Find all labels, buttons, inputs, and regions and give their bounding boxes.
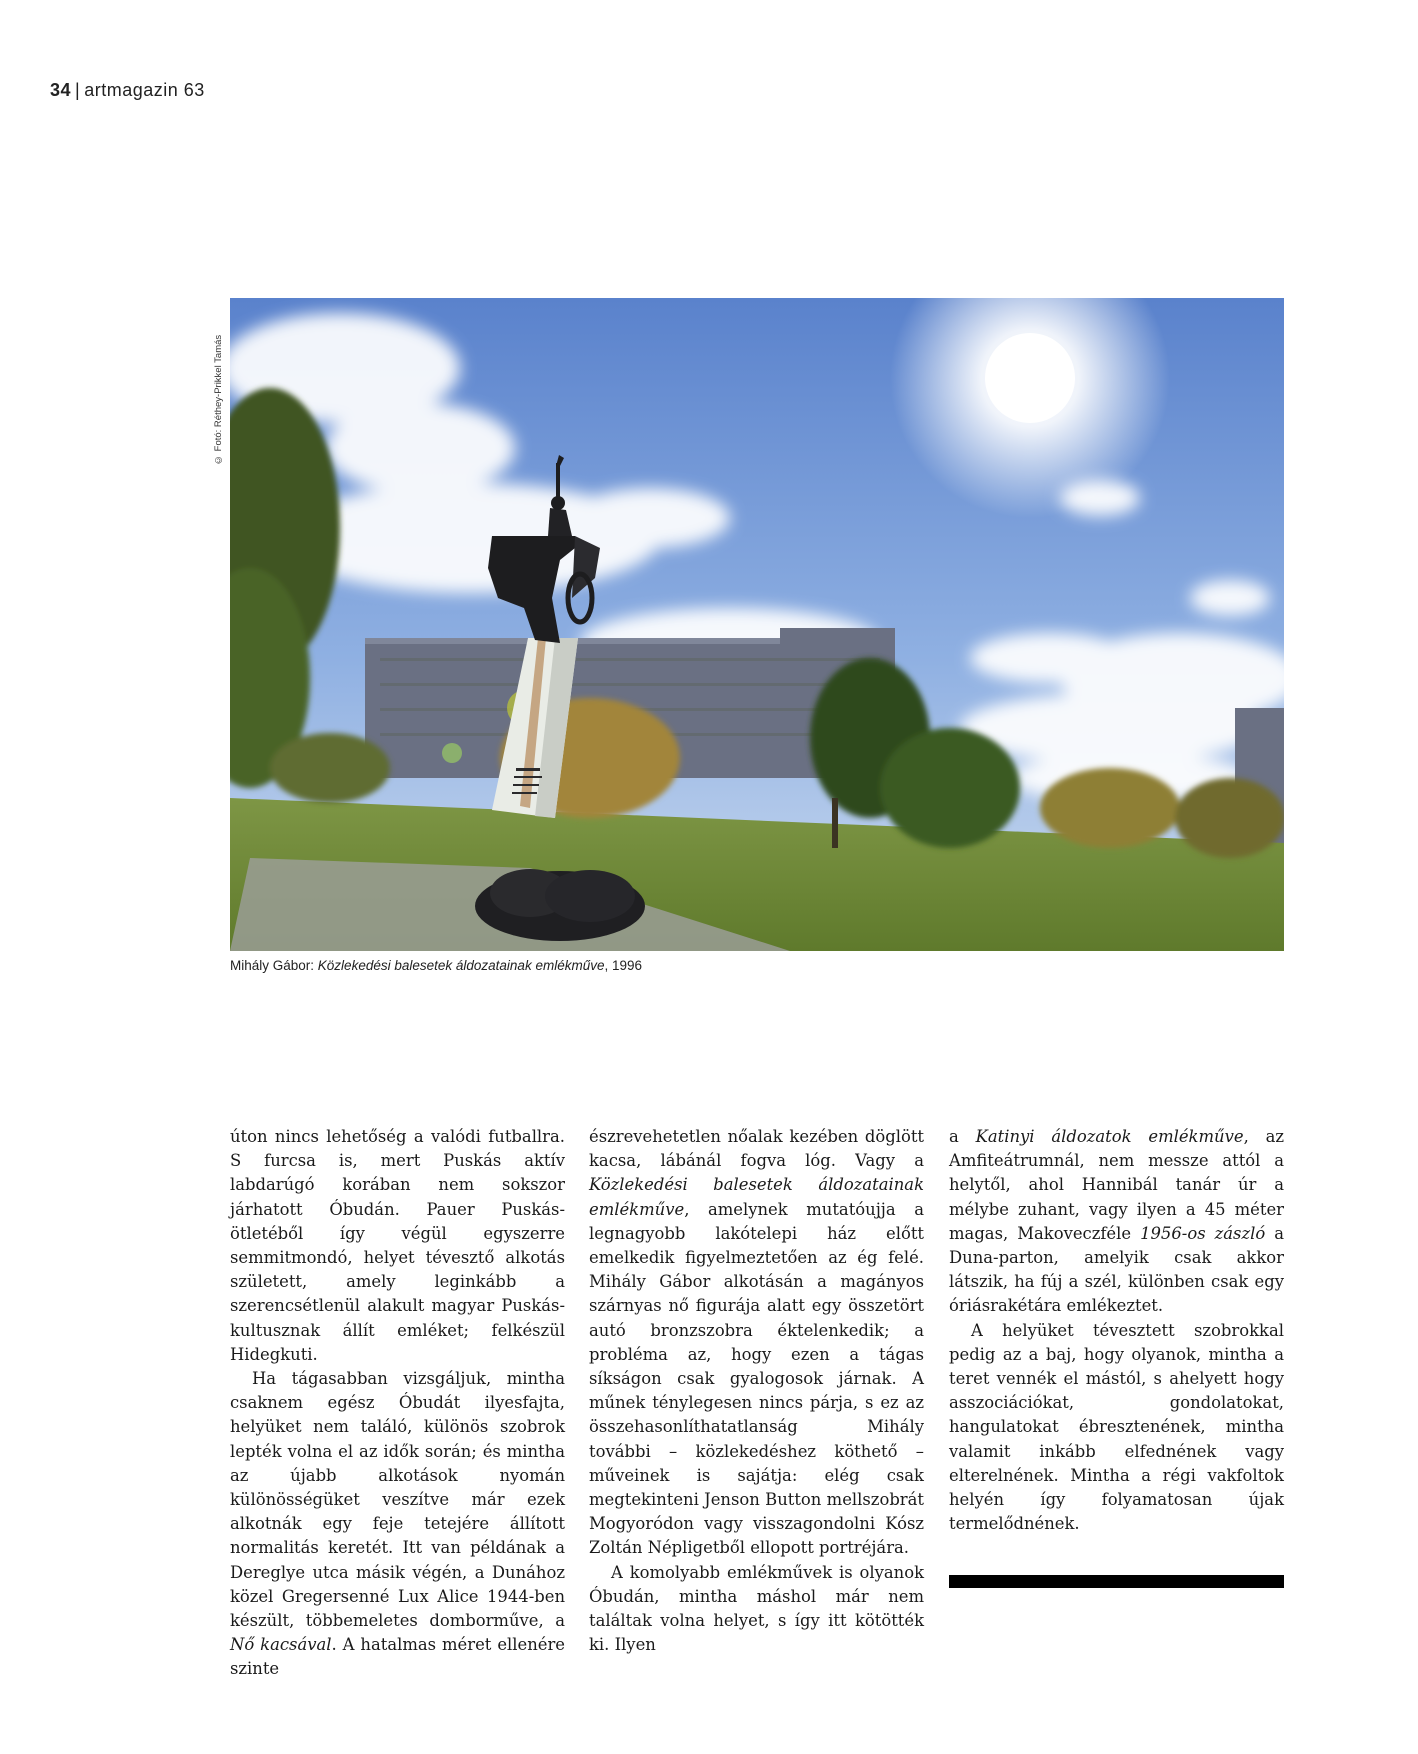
text-column-3 — [949, 1125, 1284, 1536]
paragraph: A komolyabb emlékművek is olyanok Óbudán, mintha máshol már nem találtak volna helyet, s így itt kötötték ki. Ilyen — [589, 1562, 924, 1655]
photo-caption — [230, 958, 642, 973]
paragraph — [949, 1125, 1284, 1319]
paragraph-text: , amelynek mutatóujja a legnagyobb lakótelepi ház előtt emelkedik figyelmeztetően az ég felé. Mihály Gábor alkotásán a magányos szárnyas nő figurája alatt egy összetört autó bronzszobra éktelenkedik; a probléma az, hogy ezen a tágas síkságon csak gyalogosok járnak. A műnek ténylegesen nincs párja, s ez az összehasonlíthatatlanság Mihály további – közlekedéshez köthető – műveinek is sajátja: elég csak megtekinteni Jenson Button mellszobrát Mogyoródon vagy visszagondolni Kósz Zoltán Népligetből ellopott portréjára. — [589, 1199, 924, 1558]
paragraph-text: észrevehetetlen nőalak kezében döglött kacsa, lábánál fogva lóg. Vagy a — [589, 1127, 924, 1171]
paragraph-text: . A hatalmas méret ellenére szinte — [230, 1635, 565, 1679]
artwork-title: Katinyi áldozatok emlékműve — [975, 1127, 1244, 1146]
text-column-2 — [589, 1125, 924, 1657]
paragraph-text: , az Amfiteátrumnál, nem messze attól a helytől, ahol Hannibál tanár úr a mélybe zuhant, vagy ilyen a 45 méter magas, Makoveczféle — [949, 1127, 1285, 1243]
caption-year: , 1996 — [604, 958, 643, 973]
paragraph-text: Ha tágasabban vizsgáljuk, mintha csaknem egész Óbudát ilyesfajta, helyüket nem találó, különös szobrok lepték volna el az idők során; és mintha az újabb alkotások nyomán különösségüket veszítve már ezek alkotnák egy feje tetejére állított normalitás keretét. Itt van példának a Dereglye utca másik végén, a Dunához közel Gregersenné Lux Alice 1944-ben készült, többemeletes domborműve, a — [230, 1369, 565, 1631]
paragraph — [230, 1367, 565, 1682]
paragraph-text: a Duna-parton, amelyik csak akkor látszik, ha fúj a szél, különben csak egy óriásrakétára emlékeztet. — [949, 1223, 1284, 1316]
artwork-title: Közlekedési balesetek áldozatainak emlékműve — [589, 1175, 924, 1219]
article-end-bar — [949, 1575, 1284, 1588]
paragraph — [589, 1125, 924, 1561]
page-number: 34 — [50, 80, 72, 100]
header-separator: | — [75, 80, 81, 100]
paragraph-text: a — [949, 1127, 976, 1146]
monument-photo — [230, 298, 1284, 951]
page-header — [50, 80, 205, 101]
artwork-title: Nő kacsával — [230, 1635, 332, 1655]
text-column-1 — [230, 1125, 565, 1682]
magazine-title: artmagazin 63 — [84, 80, 205, 100]
caption-author: Mihály Gábor: — [230, 958, 318, 973]
artwork-title: 1956-os zászló — [1140, 1223, 1266, 1243]
caption-title: Közlekedési balesetek áldozatainak emlékműve — [317, 958, 605, 973]
paragraph: A helyüket tévesztett szobrokkal pedig az a baj, hogy olyanok, mintha a teret vennék el mástól, s ahelyett hogy asszociációkat, gondolatokat, hangulatokat ébresztenének, mintha valamit inkább elfednének vagy elterelnének. Mintha a régi vakfoltok helyén így folyamatosan újak termelődnének. — [949, 1320, 1284, 1534]
photo-credit: © Fotó: Réthey-Prikkel Tamás — [213, 334, 224, 465]
paragraph: úton nincs lehetőség a valódi futballra. S furcsa is, mert Puskás aktív labdarúgó korában nem sokszor járhatott Óbudán. Pauer Puskás-ötletéből így végül egyszerre semmitmondó, helyet tévesztő alkotás született, amely leginkább a szerencsétlenül alakult magyar Puskás-kultusznak állít emléket; felkészül Hidegkuti. — [230, 1127, 565, 1364]
